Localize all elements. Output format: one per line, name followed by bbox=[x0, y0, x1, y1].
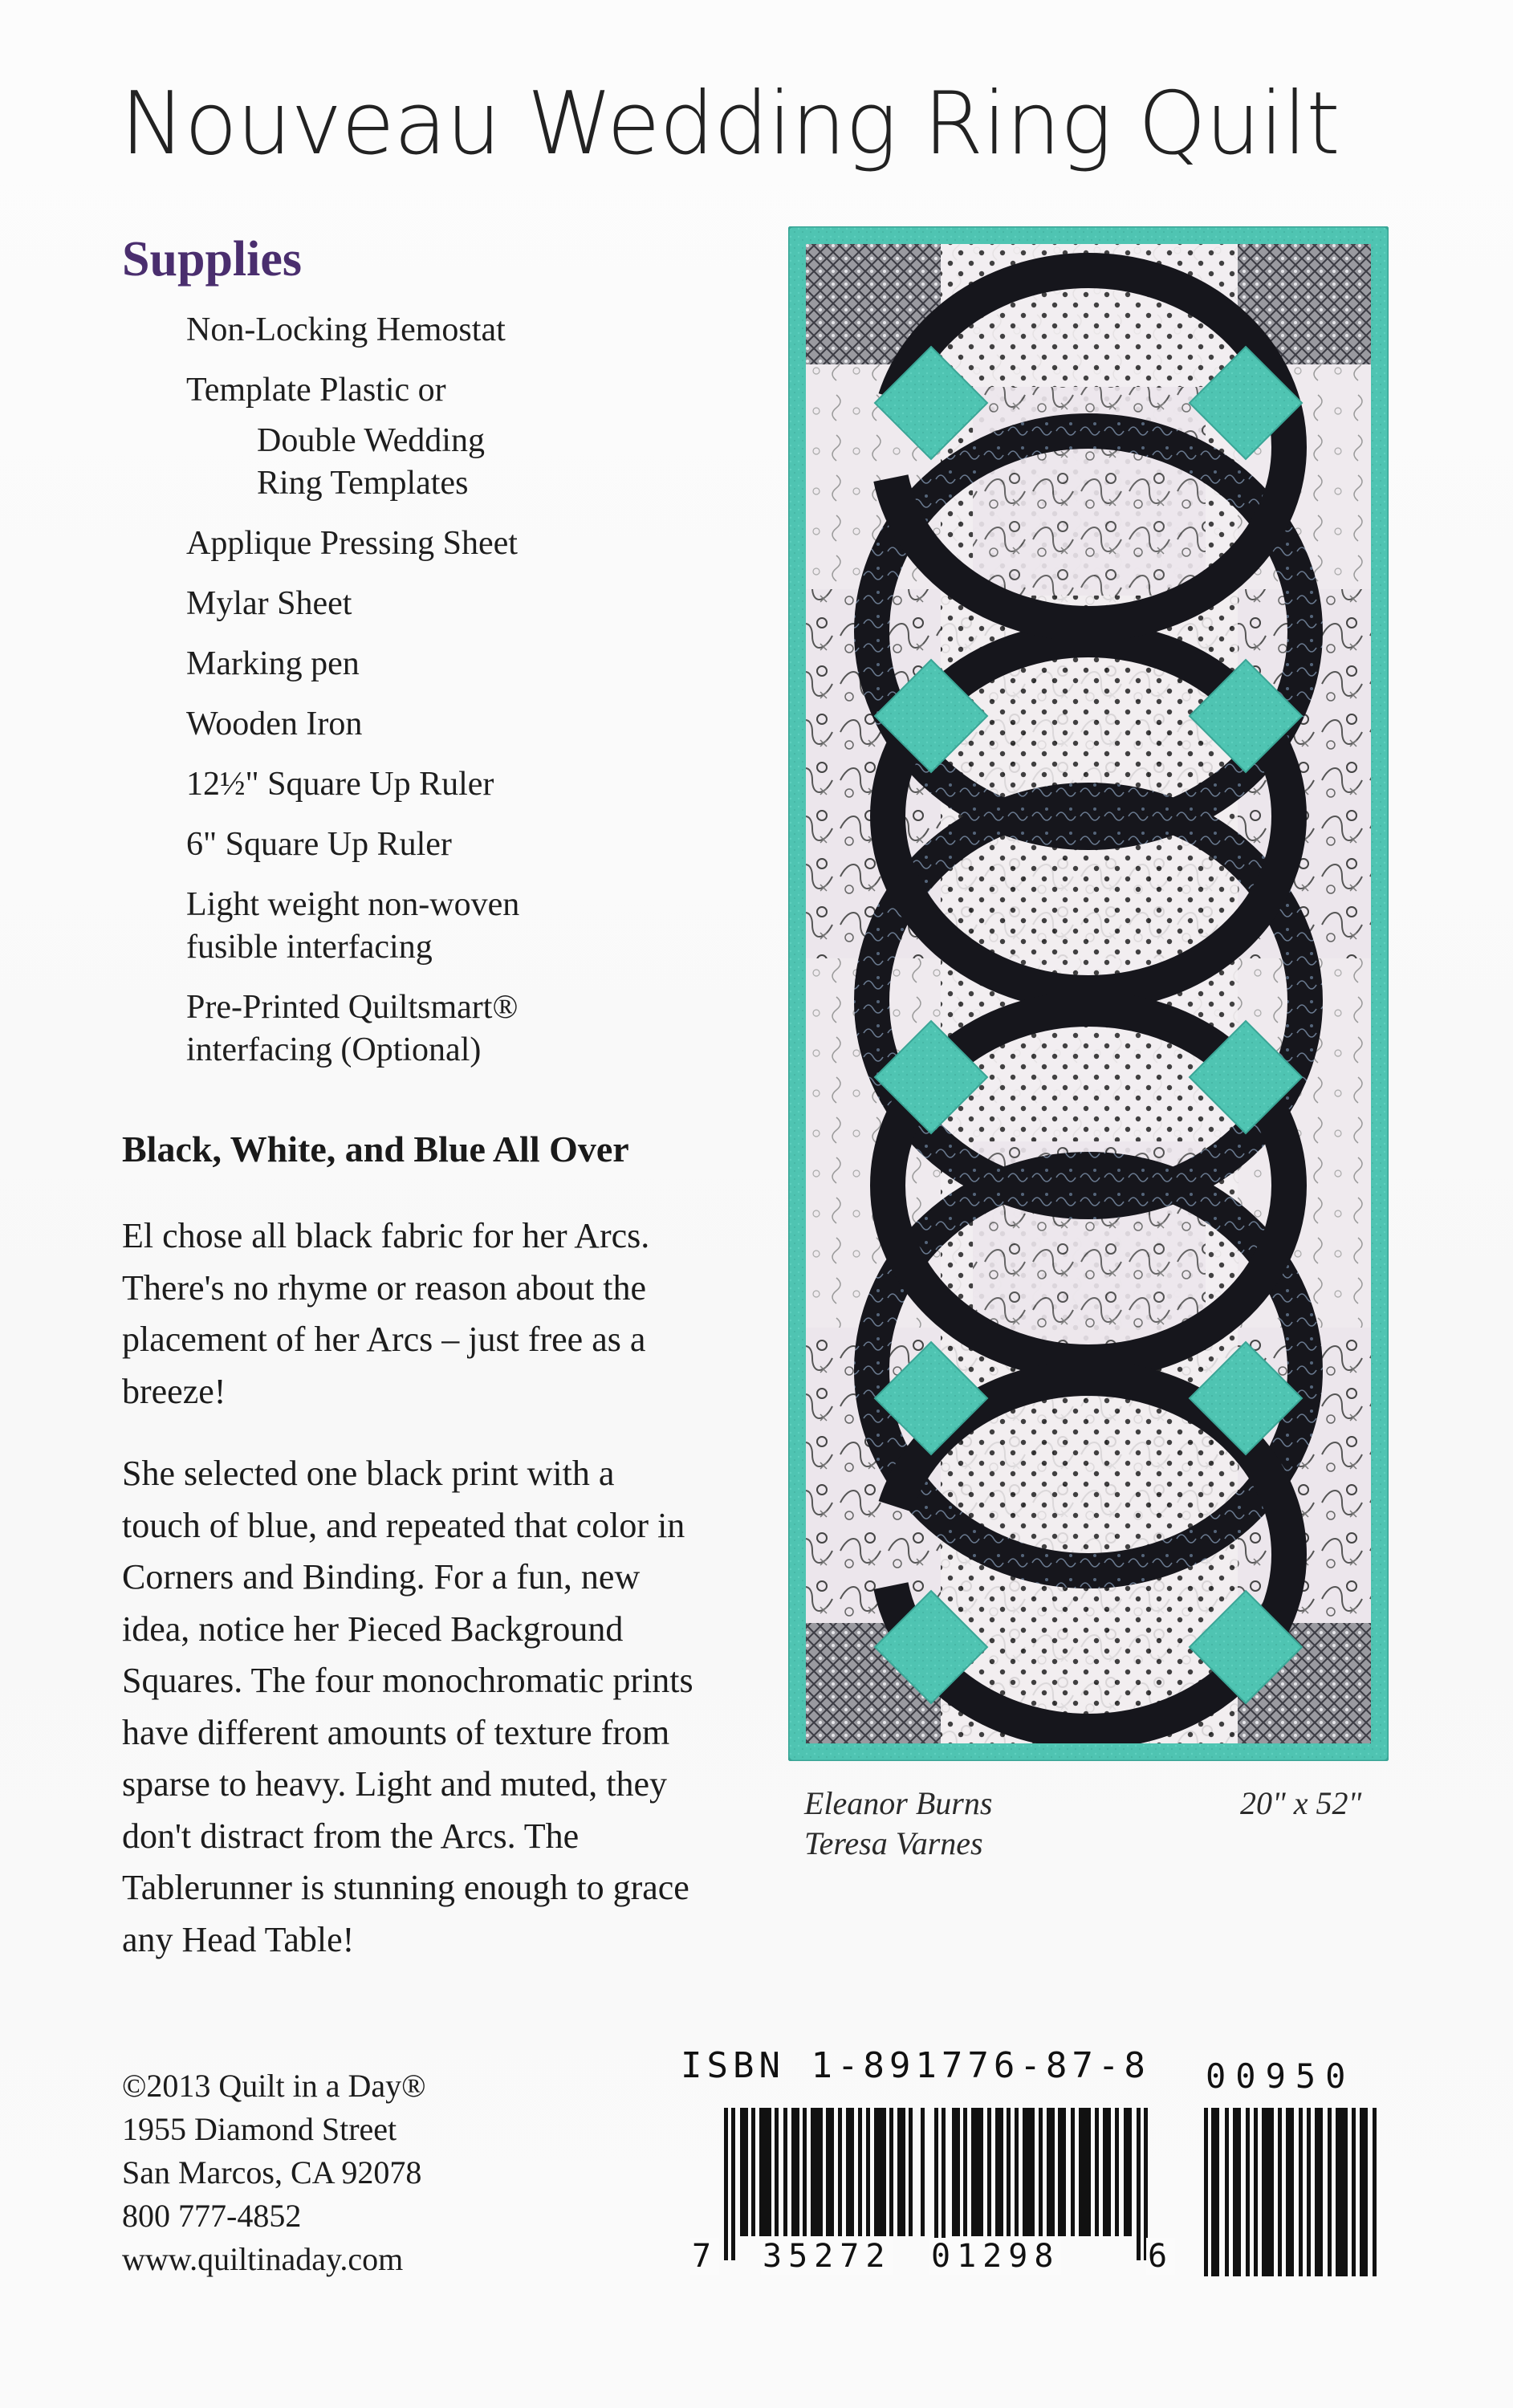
description-paragraph: She selected one black print with a touch of blue, and repeated that color in Corners and Binding. For a fun, new idea, notice her Pieced Background Squares. The four monochromatic prints have different amounts of texture from sparse to heavy. Light and muted, they don't distract from the Arcs. The Tablerunner is stunning enough to grace any Head Table! bbox=[122, 1454, 693, 1959]
street-address: 1955 Diamond Street bbox=[122, 2111, 397, 2147]
supplies-heading: Supplies bbox=[122, 232, 303, 287]
page-title: Nouveau Wedding Ring Quilt bbox=[120, 74, 1340, 174]
copyright-line: ©2013 Quilt in a Day® bbox=[122, 2068, 426, 2104]
description-paragraph: El chose all black fabric for her Arcs. There's no rhyme or reason about the placement of her Arcs – just free as a breeze! bbox=[122, 1216, 650, 1411]
designer-credits bbox=[804, 1784, 992, 1864]
section-heading: Black, White, and Blue All Over bbox=[122, 1129, 629, 1169]
designer-name: Teresa Varnes bbox=[804, 1825, 983, 1861]
barcode-check-digit: 6 bbox=[1148, 2238, 1174, 2275]
supply-item: 12½" Square Up Ruler bbox=[186, 766, 494, 803]
quilt-photo bbox=[788, 226, 1389, 1761]
quilt-size: 20" x 52" bbox=[1240, 1785, 1362, 1821]
website-link: www.quiltinaday.com bbox=[122, 2241, 404, 2277]
supply-item: Light weight non-woven fusible interfacing bbox=[186, 886, 520, 966]
city-address: San Marcos, CA 92078 bbox=[122, 2154, 422, 2190]
supply-item: Template Plastic or bbox=[186, 372, 446, 409]
supply-item: Wooden Iron bbox=[186, 706, 363, 742]
supply-item: Non-Locking Hemostat bbox=[186, 311, 506, 348]
isbn-number: ISBN 1-891776-87-8 bbox=[681, 2045, 1150, 2086]
supply-item: Double Wedding Ring Templates bbox=[257, 422, 485, 502]
barcode-addon bbox=[1204, 2108, 1389, 2280]
supplies-list bbox=[186, 309, 732, 1089]
supply-item: Applique Pressing Sheet bbox=[186, 525, 518, 562]
supply-item: Marking pen bbox=[186, 645, 360, 682]
publisher-info bbox=[122, 2064, 426, 2281]
barcode-right-digits: 01298 bbox=[931, 2238, 1060, 2275]
supply-item: Mylar Sheet bbox=[186, 585, 352, 622]
price-code: 00950 bbox=[1206, 2056, 1356, 2096]
supply-item: 6" Square Up Ruler bbox=[186, 826, 452, 863]
barcode-left-digits: 35272 bbox=[763, 2238, 892, 2275]
barcode-first-digit: 7 bbox=[692, 2238, 718, 2275]
designer-name: Eleanor Burns bbox=[804, 1785, 993, 1821]
supply-item: Pre-Printed Quiltsmart® interfacing (Optional) bbox=[186, 989, 519, 1068]
phone-number: 800 777-4852 bbox=[122, 2198, 302, 2234]
